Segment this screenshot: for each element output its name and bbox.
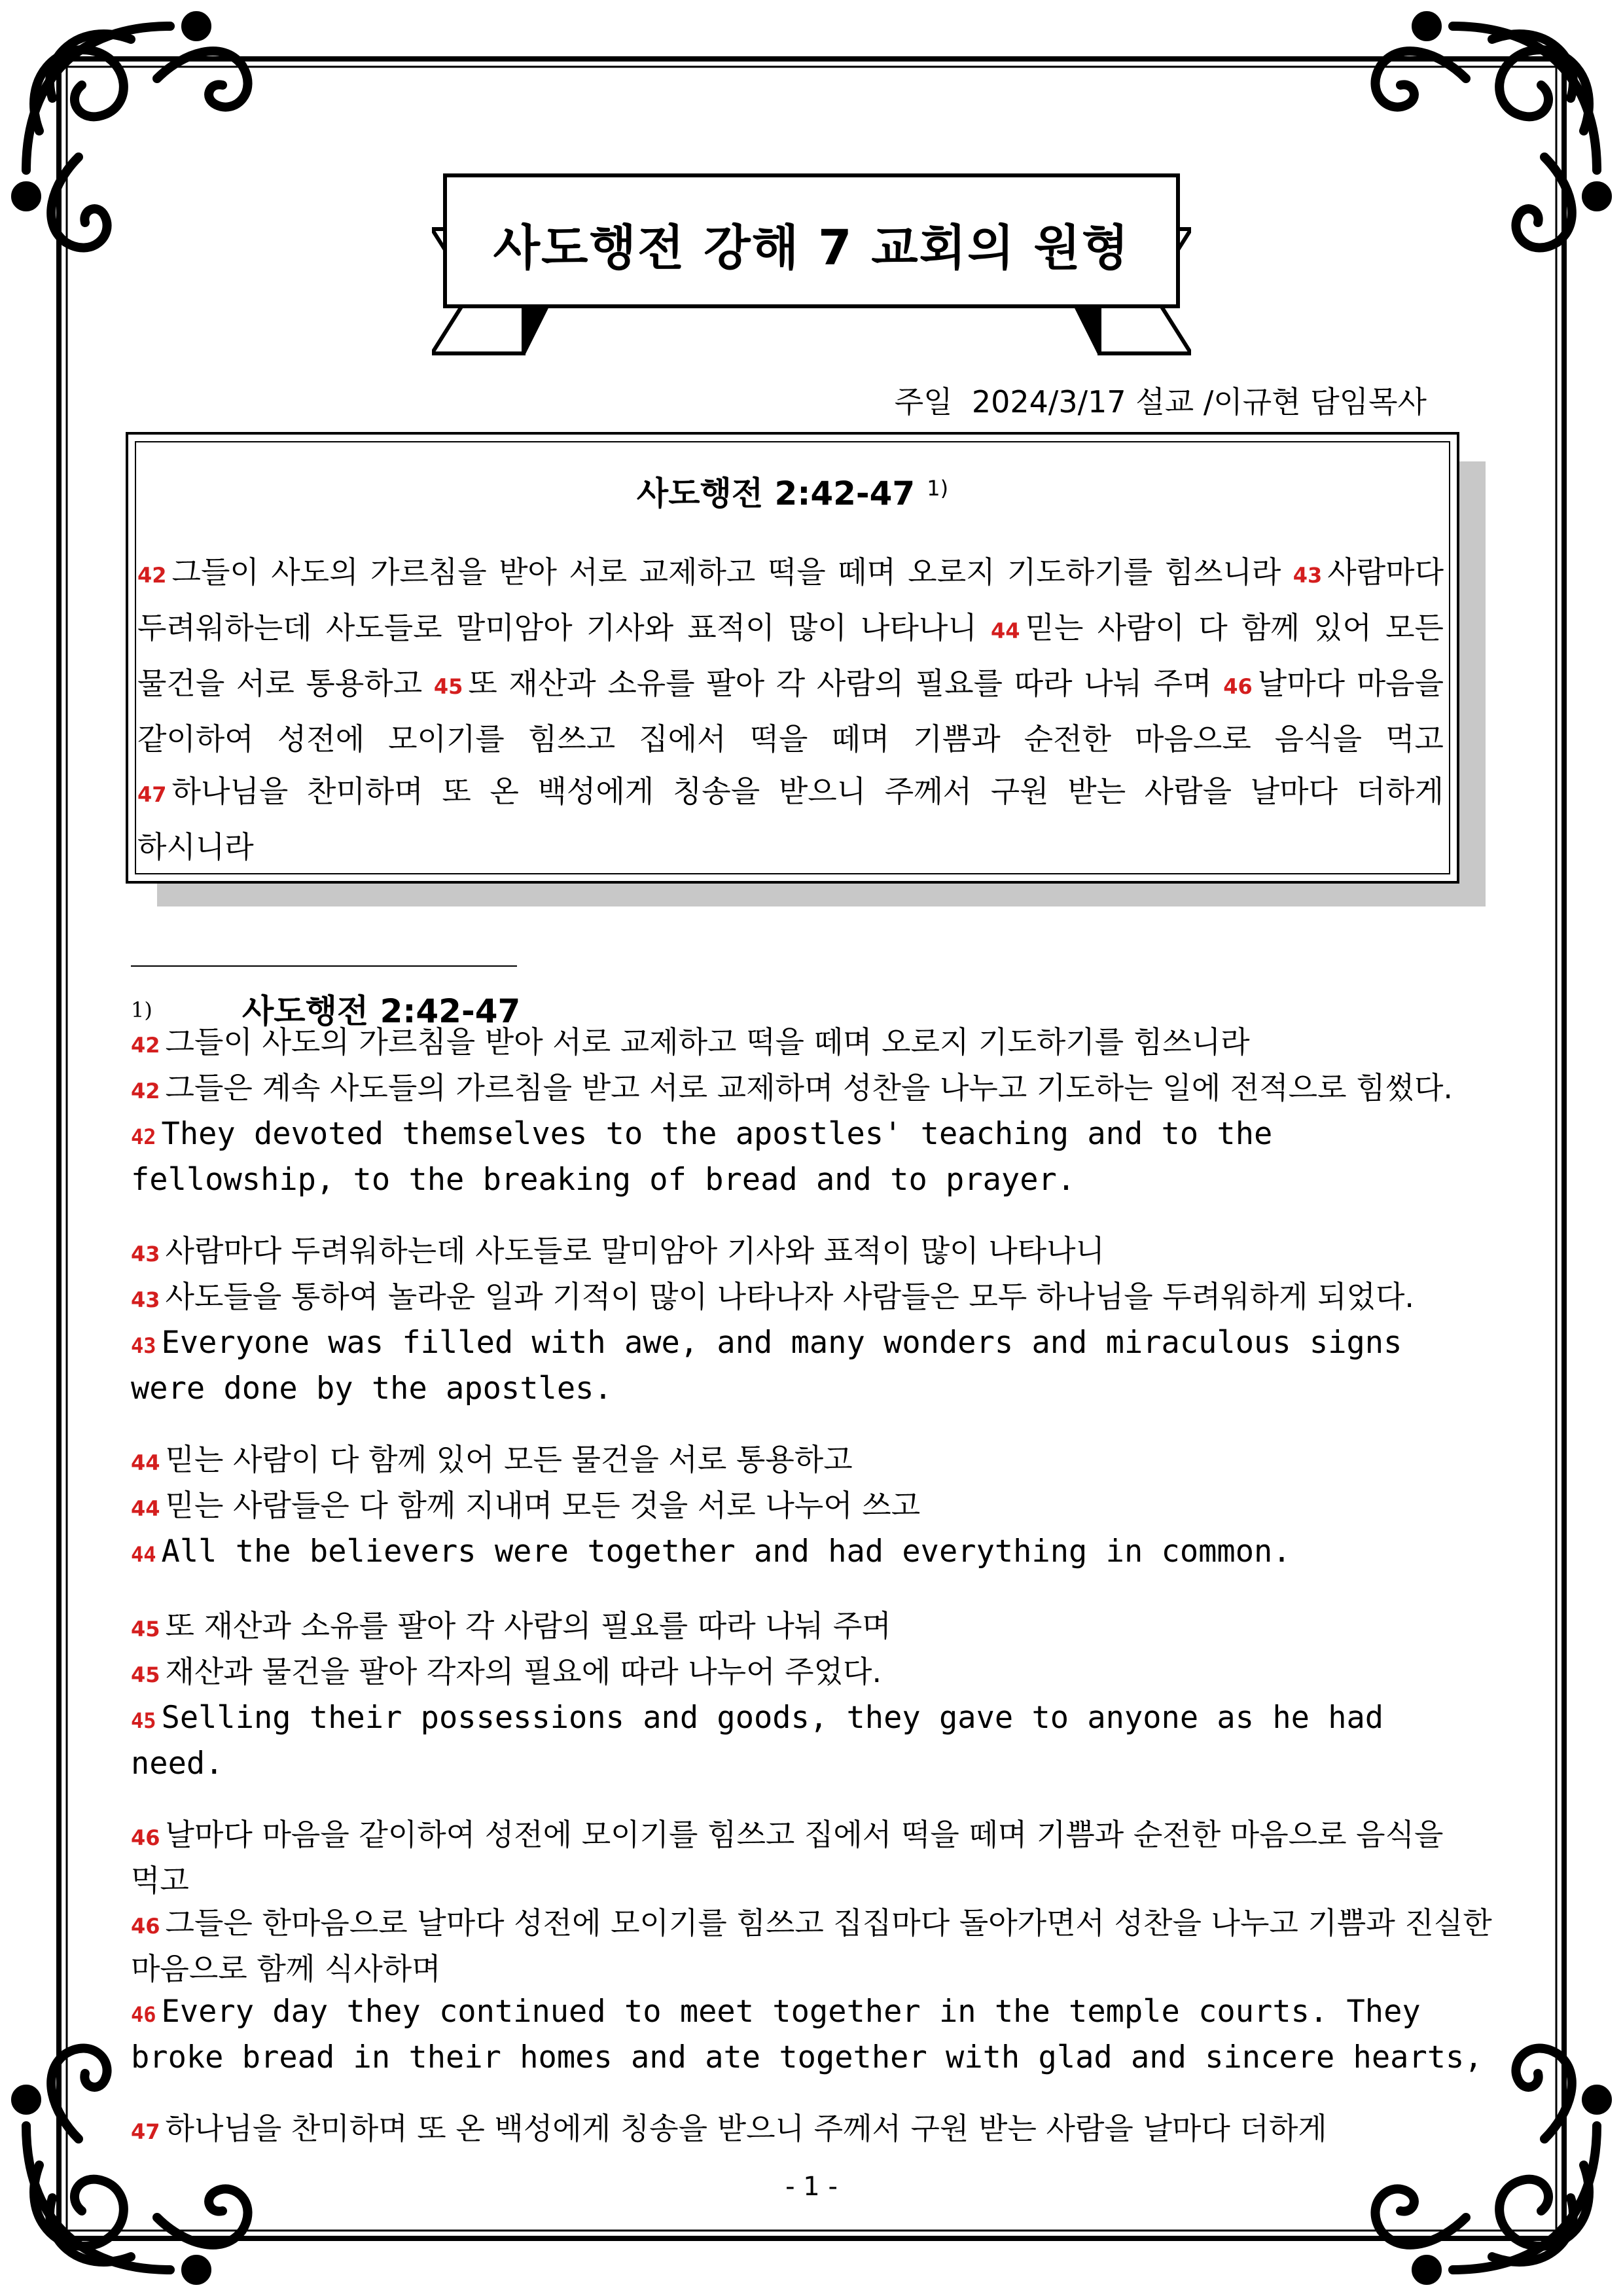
scripture-passage xyxy=(137,546,1444,873)
scripture-box xyxy=(126,432,1459,884)
verse-line-krv: 44 믿는 사람이 다 함께 있어 모든 물건을 서로 통용하고 xyxy=(131,1442,853,1477)
verse-line-modern: 46 그들은 한마음으로 날마다 성전에 모이기를 힘쓰고 집집마다 돌아가면서 성찬을 나누고 기쁨과 진실한 마음으로 함께 식사하며 xyxy=(131,1905,1492,1986)
verse-text: 또 재산과 소유를 팔아 각 사람의 필요를 따라 나눠 주며 xyxy=(468,666,1212,701)
corner-ornament-icon xyxy=(16,16,248,248)
verse-text: 날마다 마음을 같이하여 성전에 모이기를 힘쓰고 집에서 떡을 떼며 기쁨과 순전한 마음으로 음식을 먹고 xyxy=(137,666,1444,757)
footnote-body xyxy=(131,1021,1492,2182)
verse-line-krv: 46 날마다 마음을 같이하여 성전에 모이기를 힘쓰고 집에서 떡을 떼며 기쁨과 순전한 마음으로 음식을 먹고 xyxy=(131,1817,1444,1898)
footnote-separator xyxy=(131,965,517,967)
verse-text: 그들이 사도의 가르침을 받아 서로 교제하고 떡을 떼며 오로지 기도하기를 힘쓰니라 xyxy=(171,554,1281,590)
verse-line-krv: 47 하나님을 찬미하며 또 온 백성에게 칭송을 받으니 주께서 구원 받는 사람을 날마다 더하게 xyxy=(131,2111,1327,2146)
sermon-byline: 주일 2024/3/17 설교 /이규현 담임목사 xyxy=(894,384,1427,420)
verse-number: 43 xyxy=(1293,563,1323,588)
verse-number: 42 xyxy=(137,563,167,588)
footnote-reference[interactable]: 1) xyxy=(927,476,949,501)
scripture-heading: 사도행전 2:42-47 $^{1)}$ xyxy=(636,475,949,512)
verse-line-english: 44 All the believers were together and had everything in common. xyxy=(131,1534,1291,1570)
verse-number: 45 xyxy=(433,674,463,699)
verse-line-english: 43 Everyone was filled with awe, and many wonders and miraculous signs were done by the apostles. xyxy=(131,1325,1402,1407)
verse-text: 하나님을 찬미하며 또 온 백성에게 칭송을 받으니 주께서 구원 받는 사람을 날마다 더하게 하시니라 xyxy=(137,774,1444,865)
verse-line-english: 42 They devoted themselves to the apostles' teaching and to the fellowship, to the breaking of bread and to prayer. xyxy=(131,1116,1273,1198)
verse-group-42 xyxy=(131,1021,1492,1201)
footnote-number: 1) xyxy=(131,997,152,1022)
verse-line-krv: 43 사람마다 두려워하는데 사도들로 말미암아 기사와 표적이 많이 나타나니 xyxy=(131,1233,1105,1268)
verse-text: 믿는 사람이 다 함께 있어 모든 물건을 서로 통용하고 xyxy=(137,610,1444,701)
verse-line-krv: 45 또 재산과 소유를 팔아 각 사람의 필요를 따라 나눠 주며 xyxy=(131,1608,891,1643)
verse-group-44 xyxy=(131,1439,1492,1576)
verse-line-modern: 45 재산과 물건을 팔아 각자의 필요에 따라 나누어 주었다. xyxy=(131,1654,882,1689)
verse-text: 사람마다 두려워하는데 사도들로 말미암아 기사와 표적이 많이 나타나니 xyxy=(137,554,1444,645)
verse-line-english: 45 Selling their possessions and goods, they gave to anyone as he had need. xyxy=(131,1700,1384,1782)
verse-group-43 xyxy=(131,1230,1492,1410)
verse-number: 44 xyxy=(991,619,1020,643)
verse-number: 46 xyxy=(1223,674,1253,699)
footnote-title: 사도행전 2:42-47 xyxy=(242,992,521,1030)
verse-line-krv: 42 그들이 사도의 가르침을 받아 서로 교제하고 떡을 떼며 오로지 기도하기를 힘쓰니라 xyxy=(131,1024,1250,1060)
verse-line-modern: 42 그들은 계속 사도들의 가르침을 받고 서로 교제하며 성찬을 나누고 기도하는 일에 전적으로 힘썼다. xyxy=(131,1070,1454,1105)
verse-number: 47 xyxy=(137,782,167,807)
verse-line-english: 46 Every day they continued to meet together in the temple courts. They broke bread in their homes and ate together with glad and sincere hearts, xyxy=(131,1994,1483,2075)
verse-group-45 xyxy=(131,1605,1492,1785)
verse-line-modern: 43 사도들을 통하여 놀라운 일과 기적이 많이 나타나자 사람들은 모두 하나님을 두려워하게 되었다. xyxy=(131,1279,1415,1314)
verse-line-modern: 44 믿는 사람들은 다 함께 지내며 모든 것을 서로 나누어 쓰고 xyxy=(131,1488,921,1523)
page-title: 사도행전 강해 7 교회의 원형 xyxy=(493,220,1130,276)
verse-group-47 xyxy=(131,2108,1492,2153)
page-number: - 1 - xyxy=(785,2172,838,2202)
verse-group-46 xyxy=(131,1814,1492,2079)
